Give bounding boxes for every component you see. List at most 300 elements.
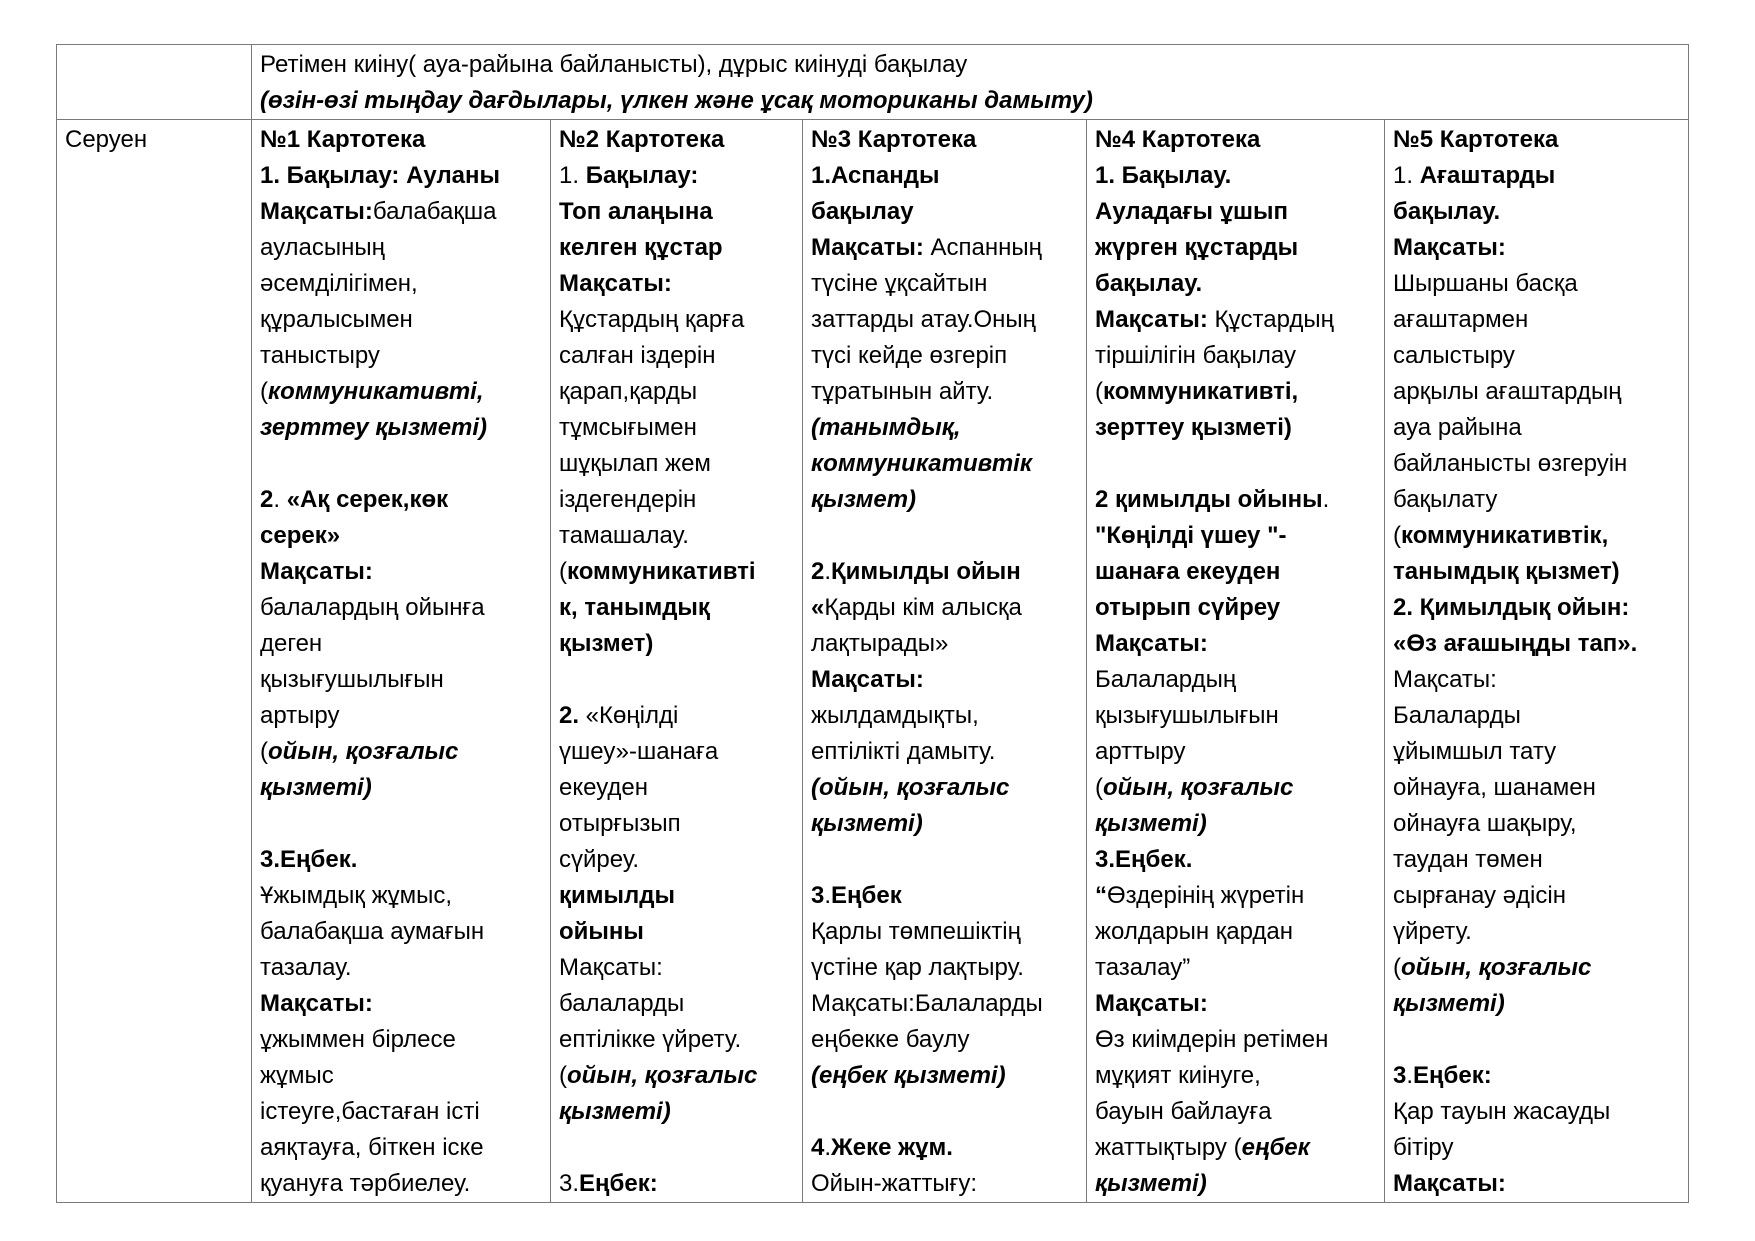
text-segment: серек»	[260, 522, 341, 549]
text-segment: 1.	[1393, 162, 1420, 189]
text-segment: «Өз ағашыңды тап».	[1393, 630, 1638, 657]
text-line	[811, 590, 1078, 626]
text-line	[811, 302, 1078, 338]
text-line	[1393, 1058, 1680, 1094]
card-4-cell	[1087, 120, 1385, 1203]
text-segment: Ойын-жаттығу:	[811, 1170, 978, 1197]
text-line	[559, 266, 794, 302]
text-line	[811, 878, 1078, 914]
text-line	[811, 950, 1078, 986]
text-line	[260, 122, 542, 158]
text-line	[811, 842, 1078, 878]
text-segment: Жеке жұм.	[831, 1134, 953, 1161]
dressing-row-label	[57, 45, 252, 120]
text-line	[1393, 770, 1680, 806]
text-segment: Өз киімдерін ретімен	[1095, 1026, 1329, 1053]
text-line	[811, 662, 1078, 698]
text-segment: балаларды	[559, 990, 685, 1017]
text-line	[260, 410, 542, 446]
text-segment: Қарлы төмпешіктің	[811, 918, 1021, 945]
text-segment: балабақша	[372, 198, 497, 225]
text-line	[1393, 842, 1680, 878]
text-line	[559, 1166, 794, 1202]
text-line	[1393, 518, 1680, 554]
text-line	[260, 878, 542, 914]
text-segment: (	[1393, 954, 1401, 981]
text-line	[559, 554, 794, 590]
text-segment: коммуникативтік	[811, 450, 1032, 477]
text-segment: Мақсаты:	[811, 234, 924, 261]
text-segment: .	[273, 486, 287, 513]
text-segment: Мақсаты:	[559, 270, 672, 297]
text-segment: ойын, қозғалыс	[1401, 954, 1592, 981]
text-segment: №2 Картотека	[559, 126, 725, 153]
text-segment: 3.	[559, 1170, 580, 1197]
text-line	[1393, 194, 1680, 230]
text-segment: ептілікке үйрету.	[559, 1026, 742, 1053]
text-segment: үйрету.	[1393, 918, 1472, 945]
text-line	[811, 806, 1078, 842]
text-line	[1393, 1022, 1680, 1058]
text-segment: Бақылау:	[585, 162, 699, 189]
text-line	[1095, 1130, 1376, 1166]
text-segment: Ағаштарды	[1419, 162, 1556, 189]
text-segment: қызметі)	[260, 774, 372, 801]
text-segment: қызығушылығын	[1095, 702, 1279, 729]
text-segment: ойнауға, шанамен	[1393, 774, 1596, 801]
text-line	[559, 1022, 794, 1058]
text-segment: Қарды кім алысқа	[824, 594, 1022, 621]
text-line	[559, 590, 794, 626]
text-segment: (	[260, 738, 268, 765]
text-line	[260, 770, 542, 806]
text-segment: жылдамдықты,	[811, 702, 979, 729]
text-segment: 2	[811, 558, 825, 585]
text-line	[811, 194, 1078, 230]
text-line	[1095, 950, 1376, 986]
text-segment: (ойын, қозғалыс	[811, 774, 1010, 801]
walk-row-label: Серуен	[57, 120, 252, 1203]
text-segment: (	[260, 378, 268, 405]
text-line	[1095, 590, 1376, 626]
text-segment: 4	[811, 1134, 825, 1161]
text-line	[811, 230, 1078, 266]
text-segment: қызметі)	[1393, 990, 1505, 1017]
text-line	[559, 734, 794, 770]
text-line	[559, 914, 794, 950]
text-segment: артыру	[260, 702, 340, 729]
text-segment: үшеу»-шанаға	[559, 738, 719, 765]
text-segment: салыстыру	[1393, 342, 1515, 369]
text-segment: Мақсаты:	[1393, 234, 1506, 261]
text-segment: коммуникативті	[567, 558, 756, 585]
text-line	[1393, 914, 1680, 950]
text-segment: ептілікті дамыту.	[811, 738, 996, 765]
card-5-cell	[1385, 120, 1689, 1203]
text-line	[559, 698, 794, 734]
card-3-cell	[803, 120, 1087, 1203]
text-segment: коммуникативтік,	[1401, 522, 1609, 549]
text-segment: бітіру	[1393, 1134, 1454, 1161]
text-line	[1095, 302, 1376, 338]
text-segment: бақылау	[811, 198, 914, 225]
text-line	[260, 83, 1680, 119]
text-segment: құралысымен	[260, 306, 413, 333]
text-segment: Мақсаты:	[260, 198, 373, 225]
text-line	[811, 554, 1078, 590]
text-segment: Балалардың	[1095, 666, 1237, 693]
text-line	[811, 1058, 1078, 1094]
text-segment: коммуникативті,	[268, 378, 484, 405]
text-segment: Мақсаты:Балаларды	[811, 990, 1043, 1017]
text-segment: жұмыс	[260, 1062, 334, 1089]
text-segment: бақылау.	[1095, 270, 1203, 297]
text-segment: 1. Бақылау.	[1095, 162, 1232, 189]
text-line	[559, 950, 794, 986]
text-line	[811, 986, 1078, 1022]
card-2-cell	[551, 120, 803, 1203]
text-segment: Мақсаты:	[260, 558, 373, 585]
text-line	[260, 266, 542, 302]
text-line	[1095, 662, 1376, 698]
text-segment: арттыру	[1095, 738, 1186, 765]
text-line	[811, 374, 1078, 410]
text-line	[1393, 410, 1680, 446]
text-line	[1095, 1058, 1376, 1094]
text-segment: ойнауға шақыру,	[1393, 810, 1577, 837]
dressing-row-content	[252, 45, 1689, 120]
text-line	[811, 158, 1078, 194]
text-line	[559, 410, 794, 446]
text-segment: заттарды атау.Оның	[811, 306, 1036, 333]
text-segment: қуануға тәрбиелеу.	[260, 1170, 471, 1197]
text-line	[1393, 230, 1680, 266]
text-line	[260, 986, 542, 1022]
text-segment: жаттықтыру (	[1095, 1134, 1242, 1161]
text-line	[1095, 878, 1376, 914]
text-segment: бақылау.	[1393, 198, 1501, 225]
text-segment: келген құстар	[559, 234, 723, 261]
text-line	[1095, 698, 1376, 734]
text-line	[811, 914, 1078, 950]
text-line	[260, 518, 542, 554]
text-line	[260, 374, 542, 410]
text-line	[559, 518, 794, 554]
text-segment: қарап,қарды	[559, 378, 698, 405]
text-line	[1095, 1094, 1376, 1130]
text-line	[811, 446, 1078, 482]
text-segment: Мақсаты:	[1393, 1170, 1506, 1197]
text-line	[260, 1130, 542, 1166]
text-segment: "Көңілді үшеу "-	[1095, 522, 1287, 549]
text-line	[1095, 230, 1376, 266]
text-segment: отырып сүйреу	[1095, 594, 1281, 621]
text-segment: 2. Қимылдық ойын:	[1393, 594, 1630, 621]
text-segment: 3.Еңбек.	[1095, 846, 1193, 873]
text-segment: таныстыру	[260, 342, 380, 369]
text-line	[260, 1166, 542, 1202]
text-segment: тіршілігін бақылау	[1095, 342, 1296, 369]
text-line	[260, 914, 542, 950]
text-segment: №5 Картотека	[1393, 126, 1559, 153]
text-line	[1393, 734, 1680, 770]
text-line	[260, 158, 542, 194]
text-line	[1095, 554, 1376, 590]
text-segment: қызығушылығын	[260, 666, 444, 693]
text-line	[260, 662, 542, 698]
text-segment: Балаларды	[1393, 702, 1521, 729]
text-line	[260, 230, 542, 266]
text-segment: “	[1095, 882, 1107, 909]
text-line	[260, 626, 542, 662]
text-line	[1393, 554, 1680, 590]
text-segment: 2.	[559, 702, 580, 729]
text-segment: түсі кейде өзгеріп	[811, 342, 1008, 369]
text-line	[559, 158, 794, 194]
text-segment: қызметі)	[1095, 1170, 1207, 1197]
text-line	[260, 302, 542, 338]
text-segment: бауын байлауға	[1095, 1098, 1272, 1125]
text-line	[1095, 734, 1376, 770]
text-line	[559, 1094, 794, 1130]
text-line	[559, 338, 794, 374]
text-line	[1095, 914, 1376, 950]
text-line	[811, 410, 1078, 446]
text-segment: ұжыммен бірлесе	[260, 1026, 456, 1053]
text-line	[260, 1058, 542, 1094]
text-segment: к, танымдық	[559, 594, 710, 621]
text-segment: «Көңілді	[579, 702, 679, 729]
text-line	[1393, 302, 1680, 338]
text-segment: еңбек	[1241, 1134, 1310, 1161]
text-segment: (	[1393, 522, 1401, 549]
text-line	[1095, 770, 1376, 806]
text-segment: сүйреу.	[559, 846, 640, 873]
text-segment: ойын, қозғалыс	[1103, 774, 1294, 801]
text-segment: лақтырады»	[811, 630, 949, 657]
text-line	[559, 1130, 794, 1166]
text-segment: ойыны	[559, 918, 644, 945]
text-line	[1393, 698, 1680, 734]
text-segment: тамашалау.	[559, 522, 689, 549]
text-segment: 3	[1393, 1062, 1407, 1089]
text-segment: 2 қимылды ойыны	[1095, 486, 1323, 513]
text-line	[1393, 806, 1680, 842]
text-segment: тұмсығымен	[559, 414, 697, 441]
text-segment: ауа райына	[1393, 414, 1522, 441]
text-segment: танымдық қызмет)	[1393, 558, 1620, 585]
text-line	[260, 698, 542, 734]
text-segment: Мақсаты:	[559, 954, 663, 981]
text-line	[1393, 338, 1680, 374]
text-segment: .	[824, 1134, 832, 1161]
text-line	[1393, 662, 1680, 698]
text-line	[1095, 266, 1376, 302]
text-segment: (өзін-өзі тыңдау дағдылары, үлкен және ұсақ моториканы дамыту)	[260, 87, 1093, 114]
text-segment: (	[559, 558, 567, 585]
text-line	[260, 194, 542, 230]
text-segment: №1 Картотека	[260, 126, 426, 153]
text-segment: (еңбек қызметі)	[811, 1062, 1006, 1089]
text-line	[559, 770, 794, 806]
text-line	[1095, 374, 1376, 410]
text-line	[260, 446, 542, 482]
text-segment: Мақсаты:	[1095, 306, 1208, 333]
text-line	[1393, 374, 1680, 410]
text-line	[1095, 1166, 1376, 1202]
daily-plan-table	[56, 44, 1689, 1203]
text-segment: іздегендерін	[559, 486, 697, 513]
text-line	[1095, 842, 1376, 878]
text-segment: еңбекке баулу	[811, 1026, 970, 1053]
text-line	[811, 1094, 1078, 1130]
text-line	[1393, 482, 1680, 518]
text-segment: қызмет)	[811, 486, 917, 513]
text-line	[559, 986, 794, 1022]
text-segment: салған іздерін	[559, 342, 716, 369]
text-line	[811, 482, 1078, 518]
text-segment: .	[1322, 486, 1330, 513]
text-segment: қызметі)	[811, 810, 923, 837]
text-line	[260, 338, 542, 374]
text-segment: Өздерінің жүретін	[1107, 882, 1305, 909]
text-line	[1095, 806, 1376, 842]
card-1-cell	[252, 120, 551, 1203]
text-segment: әсемділігімен,	[260, 270, 418, 297]
text-segment: (	[1095, 378, 1103, 405]
text-line	[811, 266, 1078, 302]
text-line	[1095, 626, 1376, 662]
text-segment: 1. Бақылау: Ауланы	[260, 162, 501, 189]
text-segment: зерттеу қызметі)	[1095, 414, 1292, 441]
text-line	[559, 230, 794, 266]
text-line	[811, 1022, 1078, 1058]
text-line	[811, 734, 1078, 770]
text-segment: аяқтауға, біткен іске	[260, 1134, 484, 1161]
text-line	[1095, 446, 1376, 482]
text-line	[559, 662, 794, 698]
text-line	[559, 302, 794, 338]
text-line	[1393, 1094, 1680, 1130]
text-segment: қызмет)	[559, 630, 654, 657]
text-line	[1095, 338, 1376, 374]
text-line	[260, 950, 542, 986]
text-line	[1393, 950, 1680, 986]
text-line	[559, 446, 794, 482]
text-segment: 1.	[559, 162, 586, 189]
text-segment: қызметі)	[559, 1098, 671, 1125]
text-line	[1393, 446, 1680, 482]
text-segment: мұқият киінуге,	[1095, 1062, 1261, 1089]
text-segment: 3	[811, 882, 825, 909]
text-line	[260, 590, 542, 626]
text-segment: Аспанның	[923, 234, 1042, 261]
text-segment: балабақша аумағын	[260, 918, 485, 945]
text-line	[811, 626, 1078, 662]
text-segment: Мақсаты:	[1095, 990, 1208, 1017]
text-segment: Мақсаты:	[811, 666, 924, 693]
text-line	[1393, 878, 1680, 914]
text-segment: тұратынын айту.	[811, 378, 994, 405]
text-segment: Ретімен киіну( ауа-райына байланысты), дұрыс киінуді бақылау	[260, 51, 968, 78]
text-line	[1095, 518, 1376, 554]
text-line	[559, 122, 794, 158]
text-line	[260, 1094, 542, 1130]
text-line	[1393, 1130, 1680, 1166]
text-line	[811, 1166, 1078, 1202]
text-line	[559, 482, 794, 518]
text-segment: «	[811, 594, 825, 621]
walk-row	[57, 120, 1689, 1203]
text-line	[559, 842, 794, 878]
text-segment: тазалау.	[260, 954, 352, 981]
text-segment: 1.Аспанды	[811, 162, 940, 189]
text-line	[559, 1058, 794, 1094]
text-segment: Қимылды ойын	[831, 558, 1021, 585]
text-line	[559, 374, 794, 410]
text-line	[1095, 194, 1376, 230]
text-line	[559, 194, 794, 230]
text-segment: Мақсаты:	[260, 990, 373, 1017]
text-segment: үстіне қар лақтыру.	[811, 954, 1024, 981]
text-segment: 2	[260, 486, 274, 513]
text-segment: ойын, қозғалыс	[567, 1062, 758, 1089]
text-segment: екеуден	[559, 774, 649, 801]
text-segment: зерттеу қызметі)	[260, 414, 488, 441]
text-line	[1095, 986, 1376, 1022]
text-segment: Ауладағы ұшып	[1095, 198, 1289, 225]
text-line	[811, 698, 1078, 734]
text-segment: Еңбек	[831, 882, 902, 909]
text-line	[559, 626, 794, 662]
dressing-row	[57, 45, 1689, 120]
text-line	[1393, 590, 1680, 626]
text-segment: жолдарын қардан	[1095, 918, 1293, 945]
text-segment: арқылы ағаштардың	[1393, 378, 1622, 405]
text-segment: түсіне ұқсайтын	[811, 270, 988, 297]
text-segment: Еңбек:	[1413, 1062, 1492, 1089]
text-segment: сырғанау әдісін	[1393, 882, 1566, 909]
text-segment: Құстардың	[1207, 306, 1334, 333]
text-segment: №4 Картотека	[1095, 126, 1261, 153]
text-line	[1393, 122, 1680, 158]
text-line	[1393, 266, 1680, 302]
text-segment: қызметі)	[1095, 810, 1207, 837]
text-segment: Топ алаңына	[559, 198, 713, 225]
text-segment: Мақсаты:	[1095, 630, 1208, 657]
text-segment: №3 Картотека	[811, 126, 977, 153]
text-segment: Еңбек:	[579, 1170, 658, 1197]
text-line	[1393, 158, 1680, 194]
text-line	[260, 554, 542, 590]
text-segment: .	[824, 882, 832, 909]
text-segment: Ұжымдық жұмыс,	[260, 882, 453, 909]
text-segment: коммуникативті,	[1103, 378, 1299, 405]
text-line	[1095, 122, 1376, 158]
text-segment: ұйымшыл тату	[1393, 738, 1557, 765]
text-segment: (танымдық,	[811, 414, 961, 441]
text-segment: шанаға екеуден	[1095, 558, 1281, 585]
text-segment: ағаштармен	[1393, 306, 1529, 333]
text-segment: .	[1406, 1062, 1414, 1089]
text-segment: байланысты өзгеруін	[1393, 450, 1628, 477]
text-line	[1095, 410, 1376, 446]
text-line	[260, 842, 542, 878]
text-line	[260, 1022, 542, 1058]
text-segment: .	[824, 558, 832, 585]
text-line	[811, 770, 1078, 806]
text-segment: Шыршаны басқа	[1393, 270, 1578, 297]
